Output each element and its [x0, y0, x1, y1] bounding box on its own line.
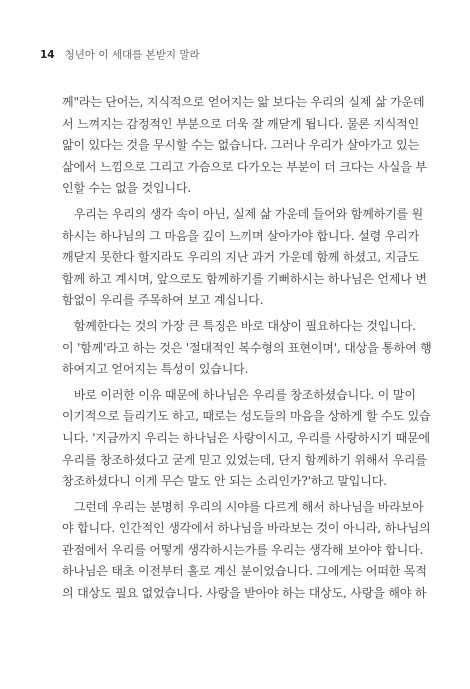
text-line: 삶에서 느낌으로 그리고 가슴으로 다가오는 부분이 더 크다는 사실을 부	[62, 159, 427, 174]
text-line: 앎이 있다는 것을 무시할 수는 없습니다. 그러나 우리가 살아가고 있는	[62, 138, 420, 153]
page-number: 14	[40, 49, 55, 61]
text-line: 관점에서 우리를 어떻게 생각하시는가를 우리는 생각해 보아야 합니다.	[62, 542, 424, 557]
text-line: 하시는 하나님의 그 마음을 깊이 느끼며 살아가야 합니다. 설령 우리가	[62, 228, 420, 243]
text-line: 서 느껴지는 감정적인 부분으로 더욱 잘 깨닫게 됩니다. 물론 지식적인	[62, 116, 420, 131]
running-header	[40, 47, 200, 62]
paragraph	[62, 204, 427, 312]
paragraph	[62, 385, 431, 493]
text-line: 그런데 우리는 분명히 우리의 시야를 다르게 해서 하나님을 바라보아	[62, 499, 424, 514]
text-line: 인할 수는 없을 것입니다.	[62, 181, 192, 196]
paragraph	[62, 497, 431, 605]
text-line: 깨닫지 못한다 할지라도 우리의 지난 과거 가운데 함께 하셨고, 지금도	[62, 250, 420, 265]
text-line: 함께한다는 것의 가장 큰 특징은 바로 대상이 필요하다는 것입니다.	[62, 318, 416, 333]
text-line: 이 '함께'라고 하는 것은 '절대적인 복수형의 표현이며', 대상을 통하여 행	[62, 340, 432, 355]
text-line: 바로 이러한 이유 때문에 하나님은 우리를 창조하셨습니다. 이 말이	[62, 387, 416, 402]
text-line: 우리는 우리의 생각 속이 아닌, 실제 삶 가운데 들어와 함께하기를 원	[62, 206, 424, 221]
text-line: 이기적으로 들리기도 하고, 때로는 성도들의 마음을 상하게 할 수도 있습	[62, 409, 431, 424]
body-text	[62, 92, 432, 609]
book-title: 청년아 이 세대를 본받지 말라	[64, 49, 200, 61]
text-line: 함없이 우리를 주목하여 보고 계십니다.	[62, 293, 264, 308]
text-line: 니다. '지금까지 우리는 하나님은 사랑이시고, 우리를 사랑하시기 때문에	[62, 430, 430, 445]
text-line: 하나님은 태초 이전부터 홀로 계신 분이었습니다. 그에게는 어떠한 목적	[62, 564, 427, 579]
text-line: 우리를 창조하셨다고 굳게 믿고 있었는데, 단지 함께하기 위해서 우리를	[62, 452, 427, 467]
text-line: 창조하셨다니 이게 무슨 말도 안 되는 소리인가?'하고 말입니다.	[62, 474, 387, 489]
paragraph	[62, 316, 432, 381]
paragraph	[62, 92, 427, 200]
text-line: 하여지고 얻어지는 특성이 있습니다.	[62, 362, 249, 377]
text-line: 함께 하고 계시며, 앞으로도 함께하기를 기뻐하시는 하나님은 언제나 변	[62, 271, 427, 286]
text-line: 께"라는 단어는, 지식적으로 얻어지는 앎 보다는 우리의 실제 삶 가운데	[62, 95, 425, 109]
text-line: 야 합니다. 인간적인 생각에서 하나님을 바라보는 것이 아니라, 하나님의	[62, 521, 431, 536]
text-line: 의 대상도 필요 없었습니다. 사랑을 받아야 하는 대상도, 사랑을 해야 하	[62, 586, 427, 601]
